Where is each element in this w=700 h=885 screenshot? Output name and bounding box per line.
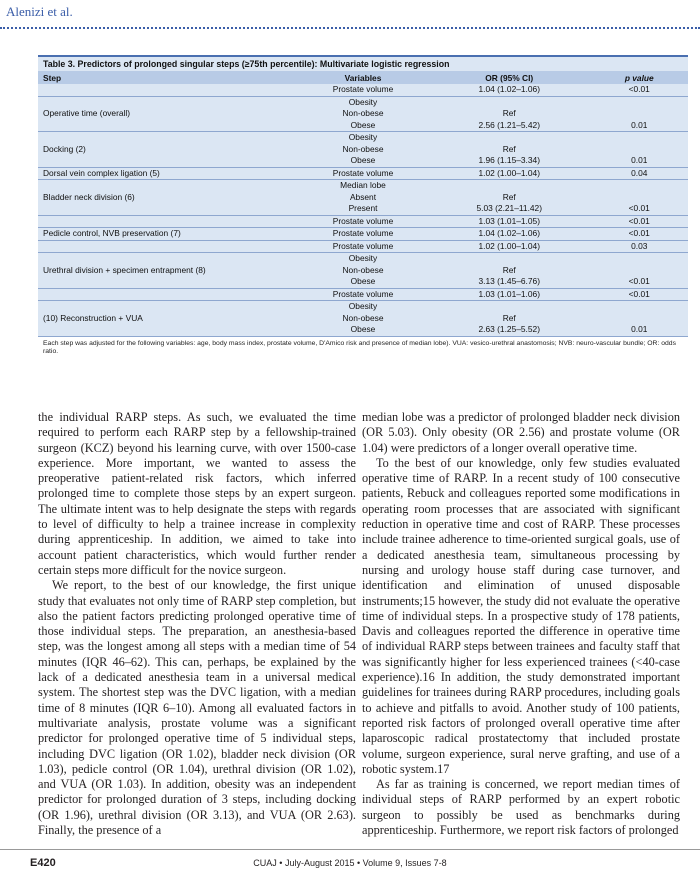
cell-or: Ref [502,108,516,118]
cell-variable: Present [348,203,378,213]
cell-p-value-group [591,167,689,180]
body-paragraph: We report, to the best of our knowledge, the first unique study that evaluates not only time of RARP step completion, but also the patient factors predicting prolonged operative time of those individual steps. The preparation, an anesthesia-based step, was the longest among all steps with a median time of 54 minutes (IQR 46–62). This can, perhaps, be explained by the lack of a dedicated anesthesia team in a universal medical system. The shortest step was the DVC ligation, with a median time of 8 minutes (IQR 6–10). Among all evaluated factors in multivariate analysis, prostate volume was a significant predictor for prolonged operative time of 5 individual steps, including DVC ligation (OR 1.02), bladder neck division (OR 1.03), pedicle control (OR 1.04), urethral division (OR 1.02), and VUA (OR 1.03). In addition, obesity was an independent predictor for prolonged duration of 3 steps, including docking (OR 1.96), urethral division (OR 3.13), and VUA (OR 2.63). Finally, the presence of a [38,578,356,838]
cell-or-group [428,96,591,132]
cell-p-value-group [591,215,689,228]
cell-p-value: <0.01 [628,288,650,299]
cell-p-value: 0.03 [631,240,648,251]
cell-p-value-group [591,180,689,216]
cell-step: Docking (2) [43,143,86,154]
cell-variable: Prostate volume [332,228,394,238]
body-paragraph: median lobe was a predictor of prolonged bladder neck division (OR 5.03). Only obesity (OR 2.56) and prostate volume (OR 1.04) were predictors of a longer overall operative time. [362,410,680,455]
cell-p-value: 0.01 [631,324,648,334]
footer-rule [0,849,700,850]
cell-or-group [428,180,591,216]
cell-step: Urethral division + specimen entrapment (8) [43,264,206,275]
table-row [38,132,688,168]
cell-or: Ref [502,264,516,275]
cell-or: 2.56 (1.21–5.42) [478,119,540,130]
cell-or-group [428,84,591,96]
cell-p-value [596,108,684,120]
cell-variable-group [298,288,428,301]
cell-or-group [428,288,591,301]
header-dotted-rule [0,27,700,29]
cell-step: Bladder neck division (6) [43,191,135,202]
cell-variable: Prostate volume [332,215,394,226]
cell-p-value: <0.01 [628,215,650,226]
cell-variable-group [298,240,428,253]
cell-or: 1.96 (1.15–3.34) [478,155,540,165]
cell-variable-group [298,301,428,336]
cell-or-group [428,167,591,180]
cell-variable: Non-obese [342,143,384,154]
cell-variable: Obese [350,324,376,334]
cell-or [433,97,586,109]
cell-variable-group [298,215,428,228]
cell-p-value-group [591,132,689,168]
cell-variable-group [298,253,428,289]
regression-table [38,71,688,336]
body-paragraph: As far as training is concerned, we report median times of individual steps of RARP performed by an expert robotic surgeon to possibly be used as benchmarks during apprenticeship. Furthermore, we report risk factors of prolonged [362,777,680,838]
cell-p-value: <0.01 [628,203,650,213]
cell-p-value [596,144,684,156]
page-number: E420 [30,857,56,869]
cell-variable: Prostate volume [332,240,394,251]
table-body [38,84,688,336]
cell-or: 1.02 (1.00–1.04) [478,240,540,251]
header-or: OR (95% CI) [428,71,591,84]
cell-p-value [596,265,684,277]
header-variables: Variables [298,71,428,84]
header-step: Step [38,71,298,84]
table-row [38,253,688,289]
table-row [38,167,688,180]
cell-step [38,288,298,301]
cell-step: Dorsal vein complex ligation (5) [43,167,160,178]
cell-p-value [596,192,684,204]
table-row [38,288,688,301]
cell-or: 2.63 (1.25–5.52) [478,324,540,334]
cell-p-value-group [591,84,689,96]
table-row [38,228,688,241]
cell-variable: Absent [349,191,377,202]
cell-variable-group [298,132,428,168]
cell-or: Ref [502,191,516,202]
cell-or-group [428,132,591,168]
cell-or: 1.04 (1.02–1.06) [478,84,540,94]
cell-variable: Non-obese [342,108,384,118]
cell-or: 1.03 (1.01–1.06) [478,288,540,299]
table-3 [38,55,688,359]
cell-p-value [596,313,684,325]
table-row [38,301,688,336]
cell-or: 1.03 (1.01–1.05) [478,215,540,226]
cell-or [433,253,586,265]
cell-p-value: <0.01 [628,228,650,238]
table-footnote: Each step was adjusted for the following variables: age, body mass index, prostate volume, D'Amico risk and presence of median lobe). VUA: vesico-urethral anastomosis; NVB: neuro-vascular bundle; OR: odds ratio. [38,336,688,359]
body-column-right [362,410,680,838]
cell-or-group [428,215,591,228]
cell-or [433,132,586,144]
cell-variable-group [298,167,428,180]
cell-variable: Prostate volume [332,167,394,178]
cell-p-value [596,180,684,192]
header-p-value: p value [591,71,689,84]
cell-variable: Non-obese [342,312,384,323]
cell-or: 3.13 (1.45–6.76) [478,276,540,286]
cell-or [433,301,586,313]
cell-variable: Obesity [348,253,378,263]
cell-p-value [596,301,684,313]
table-row [38,84,688,96]
cell-or: 5.03 (2.21–11.42) [476,203,542,213]
body-column-left [38,410,356,838]
cell-p-value-group [591,240,689,253]
cell-step [38,240,298,253]
cell-or [433,180,586,192]
cell-step: Pedicle control, NVB preservation (7) [43,228,181,239]
cell-p-value [596,132,684,144]
cell-p-value [596,97,684,109]
cell-step: Operative time (overall) [43,108,131,119]
journal-footer: CUAJ • July-August 2015 • Volume 9, Issues 7-8 [253,858,447,868]
cell-variable: Obese [350,276,376,286]
table-row [38,215,688,228]
cell-p-value [596,253,684,265]
cell-variable: Obesity [348,96,378,107]
cell-variable: Prostate volume [332,84,394,94]
body-paragraph: To the best of our knowledge, only few studies evaluated operative time of RARP. In a recent study of 100 consecutive patients, Rebuck and colleagues reported some modifications in operating room processes that are associated with significant reduction in operative time and cost of RARP. These processes include trainee adherence to time-oriented surgical goals, use of a dedicated anesthesia team, simultaneous processing by nursing and urology house staff during case turnover, and identification and elimination of unused disposable instruments;15 however, the study did not evaluate the operative time of individual steps. In a prospective study of 178 patients, Davis and colleagues reported the difference in operative time of individual RARP steps between trainees and faculty staff that was significantly higher for less experienced trainees (<40-case experience).16 In addition, the study demonstrated important guidelines for trainees during RARP procedures, including goals to achieve and pitfalls to avoid. Another study of 100 patients, reported risk factors of prolonged overall operative time after laparoscopic radical prostatectomy that included prostate volume, surgeon experience, sural nerve grafting, and use of a robotic system.17 [362,455,680,776]
cell-or: Ref [502,312,516,323]
cell-p-value-group [591,301,689,336]
cell-or: Ref [502,143,516,154]
cell-variable: Prostate volume [332,288,394,299]
cell-p-value-group [591,228,689,241]
cell-p-value-group [591,253,689,289]
cell-variable: Obese [350,119,376,130]
cell-or: 1.02 (1.00–1.04) [478,167,540,178]
cell-variable-group [298,84,428,96]
running-head: Alenizi et al. [6,4,73,19]
body-paragraph: the individual RARP steps. As such, we evaluated the time required to perform each RARP step by a fellowship-trained surgeon (KCZ) beyond his learning curve, with over 1500-case experience. More important, we wanted to assess the preoperative patient-related risk factors, which inferred prolonged time to complete those steps by an expert surgeon. The ultimate intent was to help designate the steps with regards to level of difficulty to help a trainee increase in complexity during apprenticeship. In addition, we aimed to take into account patient characteristics, which would further render certain steps more difficult for the novice surgeon. [38,410,356,577]
cell-variable-group [298,180,428,216]
table-header-row [38,71,688,84]
cell-p-value: <0.01 [628,276,650,286]
cell-step [38,215,298,228]
table-row [38,180,688,216]
cell-p-value-group [591,96,689,132]
cell-variable-group [298,228,428,241]
table-caption: Table 3. Predictors of prolonged singular steps (≥75th percentile): Multivariate logistic regression [38,55,688,71]
cell-variable: Obesity [348,301,378,311]
cell-step [38,84,298,96]
cell-p-value: 0.01 [631,155,648,165]
cell-or-group [428,253,591,289]
table-row [38,96,688,132]
cell-p-value-group [591,288,689,301]
cell-p-value: <0.01 [628,84,650,94]
cell-variable-group [298,96,428,132]
cell-or-group [428,301,591,336]
cell-or: 1.04 (1.02–1.06) [478,228,540,238]
cell-variable: Non-obese [342,264,384,275]
cell-variable: Obese [350,155,376,165]
cell-or-group [428,228,591,241]
cell-p-value: 0.01 [631,119,648,130]
table-row [38,240,688,253]
cell-p-value: 0.04 [631,167,648,178]
cell-or-group [428,240,591,253]
cell-step: (10) Reconstruction + VUA [43,312,143,323]
cell-variable: Median lobe [340,180,386,190]
cell-variable: Obesity [348,132,378,142]
